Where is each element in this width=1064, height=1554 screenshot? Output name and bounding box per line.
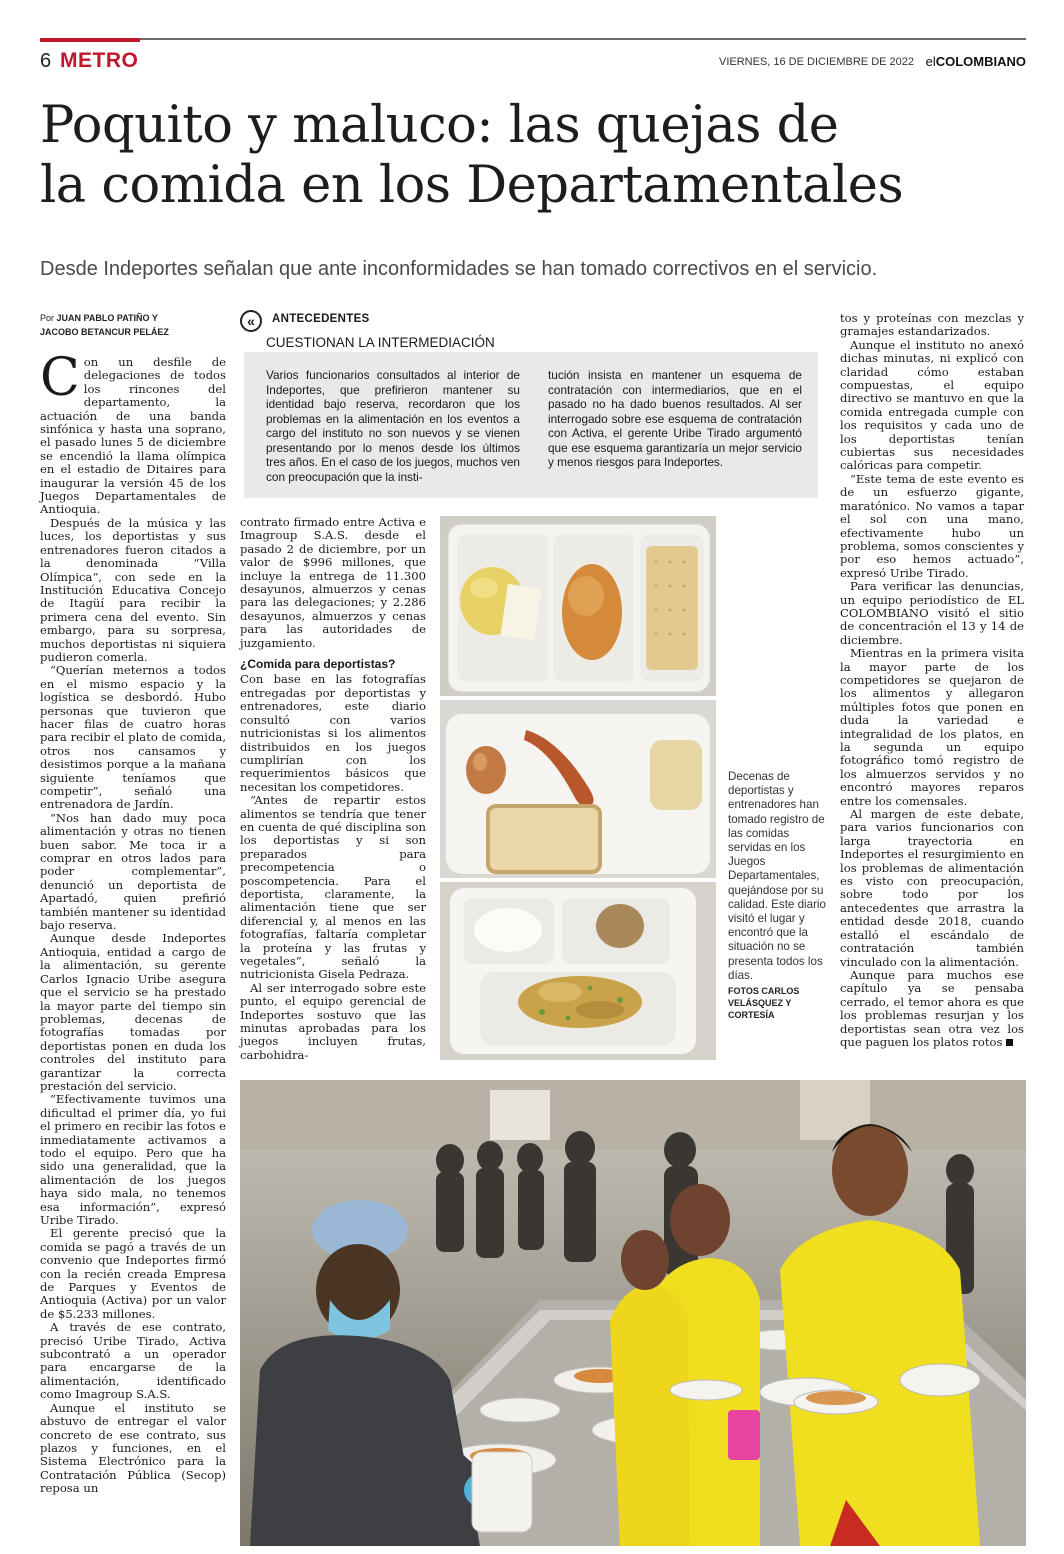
closing-sentence: Aunque para muchos ese capítulo ya se pensaba cerrado, el temor ahora es que los problemas resurjan y los deportistas sean otra vez los que paguen los platos rotos [840, 967, 1024, 1049]
article-column-1 [40, 348, 226, 1496]
headline [40, 96, 1040, 216]
antecedentes-text-a: Varios funcionarios consultados al interior de Indeportes, que prefirieron mantener su identidad bajo reserva, recordaron que los problemas en la alimentación en los eventos a cargo del instituto no son nuevos y se vienen presentando por lo menos desde los últimos tres años. En el caso de los juegos, muchos ven con preocupación que la insti- [266, 368, 520, 484]
food-serving-scene-illustration [240, 1080, 1026, 1546]
section-accent-bar [40, 38, 140, 42]
paragraph: Después de la música y las luces, los deportistas y sus entrenadores fueron citados a la denominada “Villa Olímpica”, con sede en la Institución Educativa Concejo de Itagüí para recibir la primera cena del evento. Sin embargo, para su sorpresa, muchos deportistas ni siquiera pudieron comerla. [40, 515, 226, 664]
paragraph: “Efectivamente tuvimos una dificultad el primer día, yo fui el primero en recibir las fotos e inmediatamente activamos a todo el equipo. Pero que ha sido una generalidad, que la alimentación de los juegos haya sido mala, no tenemos esa información”, expresó Uribe Tirado. [40, 1092, 226, 1227]
paragraph: Para verificar las denuncias, un equipo periodístico de EL COLOMBIANO visitó el sitio de concentración el 13 y 14 de diciembre. [840, 579, 1024, 647]
paragraph: Mientras en la primera visita la mayor parte de los competidores se quejaron de los alimentos y allegaron múltiples fotos que ponen en duda la variedad e integralidad de los platos, en la segunda un equipo fotográfico tomó registro de los almuerzos servidos y no encontró mayores reparos entre los comensales. [840, 646, 1024, 808]
paragraph: “Este tema de este evento es de un esfuerzo gigante, maratónico. No vamos a tapar el sol con una mano, efectivamente hubo un problema, somos conscientes y por eso hemos actuado”, expresó Uribe Tirado. [840, 471, 1024, 580]
main-photo-food-line [240, 1080, 1026, 1546]
headline-line-2: la comida en los Departamentales [40, 156, 904, 215]
paragraph: A través de ese contrato, precisó Uribe Tirado, Activa subcontrató a un operador para encargarse de la alimentación, identificado como Imagroup S.A.S. [40, 1320, 226, 1402]
article-column-4 [840, 312, 1024, 1049]
photo-credit: FOTOS CARLOS VELÁSQUEZ Y CORTESÍA [728, 986, 800, 1021]
paragraph: “Nos han dado muy poca alimentación y otras no tienen buen sabor. Me toca ir a comprar en otros lados para poder complementar”, denunció un deportista de Apartadó, quien prefirió también mantener su identidad bajo reserva. [40, 810, 226, 933]
paragraph: “Antes de repartir estos alimentos se tendría que tener en cuenta de qué disciplina son los deportistas y si son preparados para precompetencia o poscompetencia. Para el deportista, claramente, la alimentación tiene que ser diferencial y, al menos en las fotografías, faltaría completar la proteína y las frutas y vegetales”, señaló la nutricionista Gisela Pedraza. [240, 793, 426, 982]
header-rule [40, 38, 1026, 40]
section-subtitle: ¿Comida para deportistas? [240, 657, 396, 672]
antecedentes-text-b: tución insista en mantener un esquema de contratación con intermediarios, que en el pasado no ha dado buenos resultados. Al ser interrogado sobre ese esquema de contratación con Activa, el gerente Uribe Tirado argumentó que ese esquema garantizaría un mejor servicio y menos riesgos para Indeportes. [548, 368, 802, 469]
page-number: 6 [40, 50, 52, 72]
paragraph: Con base en las fotografías entregadas por deportistas y entrenadores, este diario consultó con varios nutricionistas si los alimentos distribuidos en los juegos cumplirían con los requerimientos básicos que necesitan los competidores. [240, 672, 426, 794]
section-name: METRO [60, 49, 139, 72]
drop-cap: C [40, 348, 80, 408]
byline [40, 311, 230, 339]
food-photo-breakfast [440, 516, 716, 696]
paragraph: El gerente precisó que la comida se pagó a través de un convenio que Indeportes firmó con la recién creada Empresa de Parques y Eventos de Antioquia (Activa) por un valor de $5.233 millones. [40, 1226, 226, 1321]
caption-text: Decenas de deportistas y entrenadores han tomado registro de las comidas servidas en los Juegos Departamentales, quejándose por su calidad. Este diario visitó el lugar y encontró que la situación no se presenta todos los días. [728, 770, 826, 982]
paragraph: tos y proteínas con mezclas y gramajes estandarizados. [840, 311, 1024, 339]
logo-name: COLOMBIANO [935, 54, 1026, 69]
logo-prefix: el [925, 54, 936, 69]
antecedentes-title: CUESTIONAN LA INTERMEDIACIÓN [266, 335, 818, 353]
paragraph: contrato firmado entre Activa e Imagroup S.A.S. desde el pasado 2 de diciembre, por un valor de $996 millones, que incluye la entrega de 11.300 desayunos, almuerzos y cenas para las delegaciones; y 2.286 desayunos, almuerzos y cenas para las autoridades de juzgamiento. [240, 515, 426, 650]
subheadline: Desde Indeportes señalan que ante inconformidades se han tomado correctivos en el servicio. [40, 258, 878, 280]
byline-author-2: JACOBO BETANCUR PELÁEZ [40, 327, 169, 337]
food-photo-sandwich [440, 700, 716, 878]
paragraph: Aunque desde Indeportes Antioquia, entidad a cargo de la alimentación, su gerente Carlos Ignacio Uribe asegura que el servicio se ha prestado la mayor parte del tiempo sin problemas, decenas de fotografías tomadas por deportistas ponen en duda los controles del instituto para garantizar la correcta prestación del servicio. [40, 931, 226, 1093]
end-of-article-mark [1006, 1039, 1013, 1046]
antecedentes-label: ANTECEDENTES [272, 313, 370, 325]
food-photo-lunch [440, 882, 716, 1060]
article-column-2 [240, 516, 426, 1062]
paragraph: Aunque el instituto no anexó dichas minutas, ni explicó con claridad cómo estaban compuestas, el equipo directivo se mantuvo en que la comida entregada cumple con los requisitos y cada uno de los deportistas tenían cubiertas sus necesidades calóricas para competir. [840, 337, 1024, 473]
bread-tray-illustration [440, 700, 716, 878]
lunch-tray-illustration [440, 882, 716, 1060]
antecedentes-icon: « [240, 310, 262, 332]
paragraph: Al ser interrogado sobre este punto, el equipo gerencial de Indeportes sostuvo que las minutas aprobadas para los juegos incluyen frutas, carbohidra- [240, 980, 426, 1062]
paragraph [840, 969, 1024, 1049]
byline-prefix: Por [40, 313, 55, 323]
paragraph: on un desfile de delegaciones de todos los rincones del departamento, la actuación de una banda sinfónica y hasta una soprano, el pasado lunes 5 de diciembre se encendió la llama olímpica en el estadio de Ditaires para inaugurar la versión 45 de los Juegos Departamentales de Antioquia. [40, 355, 226, 517]
newspaper-logo [926, 54, 1026, 69]
headline-line-1: Poquito y maluco: las quejas de [40, 96, 839, 155]
byline-author-1: JUAN PABLO PATIÑO Y [56, 313, 158, 323]
paragraph: “Querían meternos a todos en el mismo espacio y la logística se desbordó. Hubo personas que tuvieron que hacer filas de cuatro horas para recibir el plato de comida, otros nos cansamos y desistimos porque a la mañana siguiente teníamos que competir”, señaló una entrenadora de Jardín. [40, 663, 226, 812]
paragraph: Al margen de este debate, para varios funcionarios con larga trayectoria en Indeportes el resurgimiento en los problemas de alimentación es visto con preocupación, sobre todo por los antecedentes que arrastra la entidad desde 2018, cuando estalló el escándalo de contratación también vinculado con la alimentación. [840, 807, 1024, 969]
breakfast-tray-illustration [440, 516, 716, 696]
photo-caption [728, 770, 826, 1021]
publication-date: VIERNES, 16 DE DICIEMBRE DE 2022 [718, 56, 914, 68]
paragraph: Aunque el instituto se abstuvo de entregar el valor concreto de ese contrato, sus plazos y funciones, en el Sistema Electrónico para la Contratación Pública (Secop) reposa un [40, 1400, 226, 1496]
